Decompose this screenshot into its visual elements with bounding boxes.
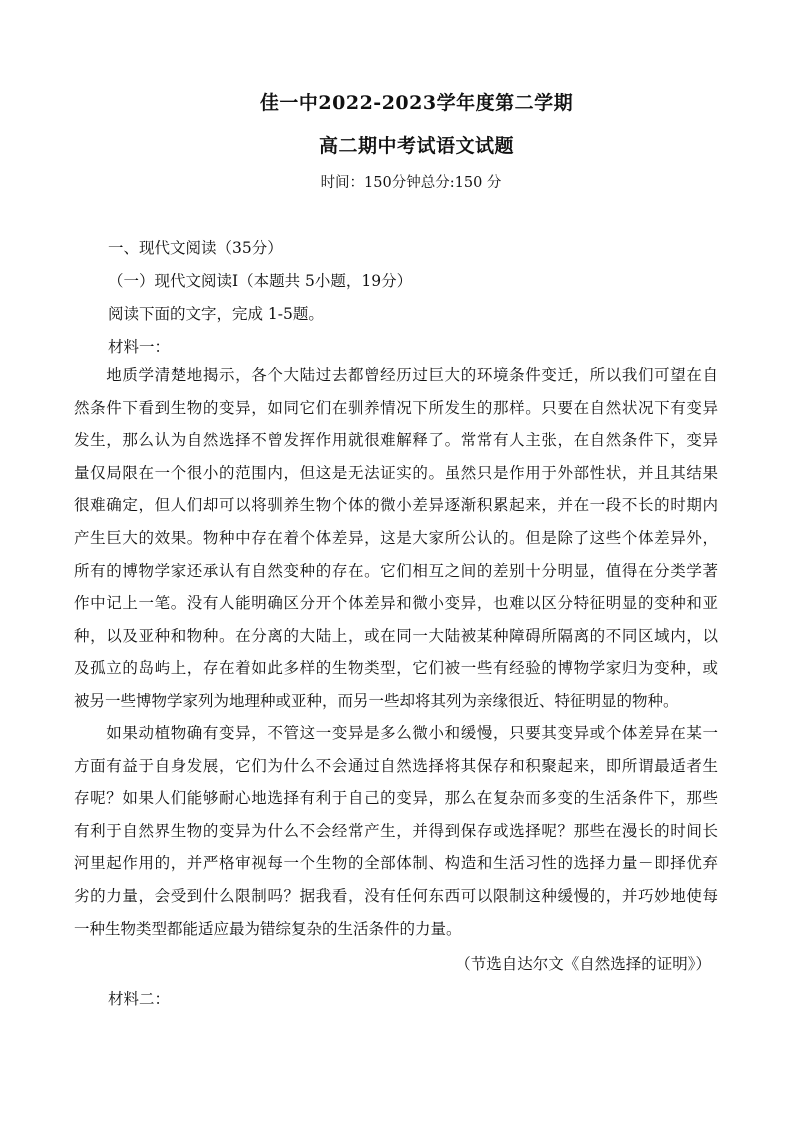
paragraph-line: 量仅局限在一个很小的范围内，但这是无法证实的。虽然只是作用于外部性状，并且其结果 — [74, 463, 718, 482]
paragraph-line: 地质学清楚地揭示，各个大陆过去都曾经历过巨大的环境条件变迁，所以我们可望在自 — [74, 366, 718, 384]
paragraph-line: 及孤立的岛屿上，存在着如此多样的生物类型，它们被一些有经验的博物学家归为变种，或 — [74, 659, 718, 678]
paragraph-line: 很难确定，但人们却可以将驯养生物个体的微小差异逐渐积累起来，并在一段不长的时期内 — [74, 496, 718, 515]
paragraph-line: 作中记上一笔。没有人能明确区分开个体差异和微小变异，也难以区分特征明显的变种和亚 — [74, 594, 718, 613]
paragraph-line: 产生巨大的效果。物种中存在着个体差异，这是大家所公认的。但是除了这些个体差异外， — [74, 528, 718, 547]
paragraph-line: 被另一些博物学家列为地理种或亚种，而另一些却将其列为亲缘很近、特征明显的物种。 — [74, 691, 679, 710]
exam-time-score: 时间：150分钟总分:150 分 — [320, 175, 502, 191]
paragraph-line: 劣的力量，会受到什么限制吗？据我看，没有任何东西可以限制这种缓慢的，并巧妙地使每 — [74, 886, 718, 905]
material-1-paragraph-2 — [74, 717, 718, 945]
subsection-heading: （一）现代文阅读Ⅰ（本题共 5小题，19分） — [108, 272, 413, 290]
material-1-paragraph-1 — [74, 359, 718, 718]
material-1-source: （节选自达尔文《自然选择的证明》） — [455, 955, 711, 973]
paragraph-line: 存呢？如果人们能够耐心地选择有利于自己的变异，那么在复杂而多变的生活条件下，那些 — [74, 789, 718, 808]
paragraph-line: 河里起作用的，并严格审视每一个生物的全部体制、构造和生活习性的选择力量－即择优弃 — [74, 854, 718, 873]
paragraph-line: 种，以及亚种和物种。在分离的大陆上，或在同一大陆被某种障碍所隔离的不同区域内，以 — [74, 626, 718, 645]
exam-title: 佳一中2022-2023学年度第二学期 — [259, 92, 574, 114]
paragraph-line: 有利于自然界生物的变异为什么不会经常产生，并得到保存或选择呢？那些在漫长的时间长 — [74, 821, 718, 840]
paragraph-line: 一种生物类型都能适应最为错综复杂的生活条件的力量。 — [74, 919, 462, 938]
paragraph-line: 方面有益于自身发展，它们为什么不会通过自然选择将其保存和积聚起来，即所谓最适者生 — [74, 756, 718, 775]
paragraph-line: 如果动植物确有变异，不管这一变异是多么微小和缓慢，只要其变异或个体差异在某一 — [74, 724, 718, 742]
section-heading: 一、现代文阅读（35分） — [108, 239, 283, 257]
material-1-label: 材料一： — [108, 338, 171, 356]
paragraph-line: 然条件下看到生物的变异，如同它们在驯养情况下所发生的那样。只要在自然状况下有变异 — [74, 398, 718, 417]
material-2-label: 材料二： — [108, 990, 171, 1008]
exam-subtitle: 高二期中考试语文试题 — [318, 135, 514, 157]
paragraph-line: 发生，那么认为自然选择不曾发挥作用就很难解释了。常常有人主张，在自然条件下，变异 — [74, 431, 718, 450]
reading-instruction: 阅读下面的文字，完成 1-5题。 — [108, 305, 324, 323]
paragraph-line: 所有的博物学家还承认有自然变种的存在。它们相互之间的差别十分明显，值得在分类学著 — [74, 561, 718, 580]
